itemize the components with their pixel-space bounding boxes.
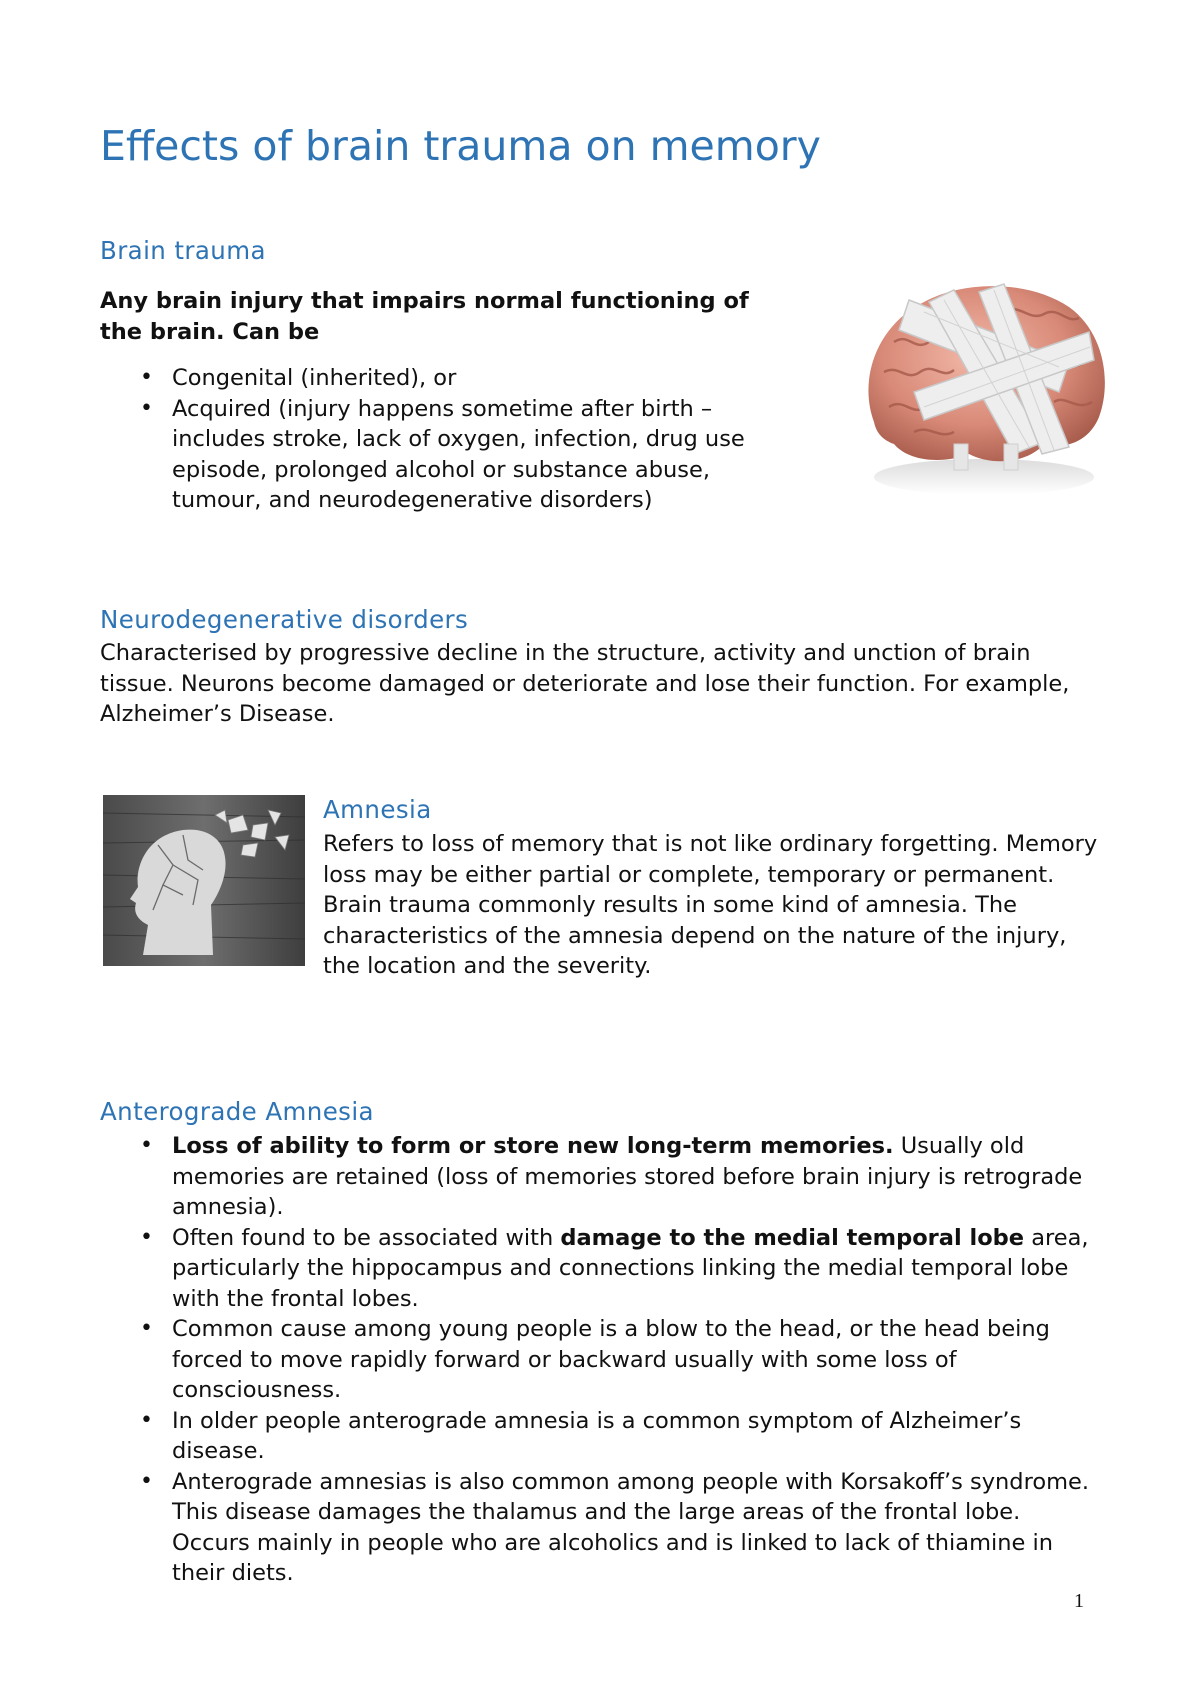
list-item: • Common cause among young people is a blow to the head, or the head being forced to move rapidly forward or backward usually with some loss of consciousness. [100, 1314, 1100, 1406]
page-title: Effects of brain trauma on memory [100, 122, 821, 170]
amnesia-heading: Amnesia [323, 795, 432, 824]
amnesia-text: Refers to loss of memory that is not like ordinary forgetting. Memory loss may be either partial or complete, temporary or permanent. Brain trauma commonly results in some kind of amnesia. The characteristics of the amnesia depend on the nature of the injury, the location and the severity. [323, 831, 1098, 979]
list-item-text: Usually old memories are retained (loss of memories stored before brain injury is retrograde amnesia). [172, 1133, 1083, 1220]
brain-trauma-heading: Brain trauma [100, 236, 266, 265]
list-item: • Anterograde amnesias is also common among people with Korsakoff’s syndrome. This disease damages the thalamus and the large areas of the frontal lobe. Occurs mainly in people who are alcoholics and is linked to lack of thiamine in their diets. [100, 1467, 1100, 1589]
fragmented-head-image [103, 795, 305, 966]
list-item-bold: damage to the medial temporal lobe [560, 1224, 1025, 1251]
list-item: • Congenital (inherited), or [100, 363, 770, 394]
anterograde-list [100, 1131, 1100, 1589]
bandaged-brain-image [854, 272, 1116, 502]
list-item [100, 1131, 1100, 1223]
brain-trauma-list [100, 363, 770, 516]
list-item-text: Often found to be associated with [172, 1224, 561, 1251]
anterograde-heading: Anterograde Amnesia [100, 1097, 374, 1126]
list-item-text: area, particularly the hippocampus and connections linking the medial temporal lobe with the frontal lobes. [172, 1224, 1089, 1312]
neurodegenerative-text: Characterised by progressive decline in the structure, activity and unction of brain tissue. Neurons become damaged or deteriorate and lose their function. For example, Alzheimer’s Disease. [100, 640, 1070, 727]
list-item-bold: Loss of ability to form or store new long-term memories. [172, 1133, 894, 1159]
list-item [100, 1223, 1100, 1315]
neurodegenerative-heading: Neurodegenerative disorders [100, 605, 469, 634]
page-number: 1 [1074, 1590, 1084, 1612]
list-item: • In older people anterograde amnesia is a common symptom of Alzheimer’s disease. [100, 1406, 1100, 1467]
list-item: • Acquired (injury happens sometime after birth – includes stroke, lack of oxygen, infection, drug use episode, prolonged alcohol or substance abuse, tumour, and neurodegenerative disorders) [100, 394, 770, 516]
brain-trauma-definition: Any brain injury that impairs normal functioning of the brain. Can be [100, 288, 749, 345]
